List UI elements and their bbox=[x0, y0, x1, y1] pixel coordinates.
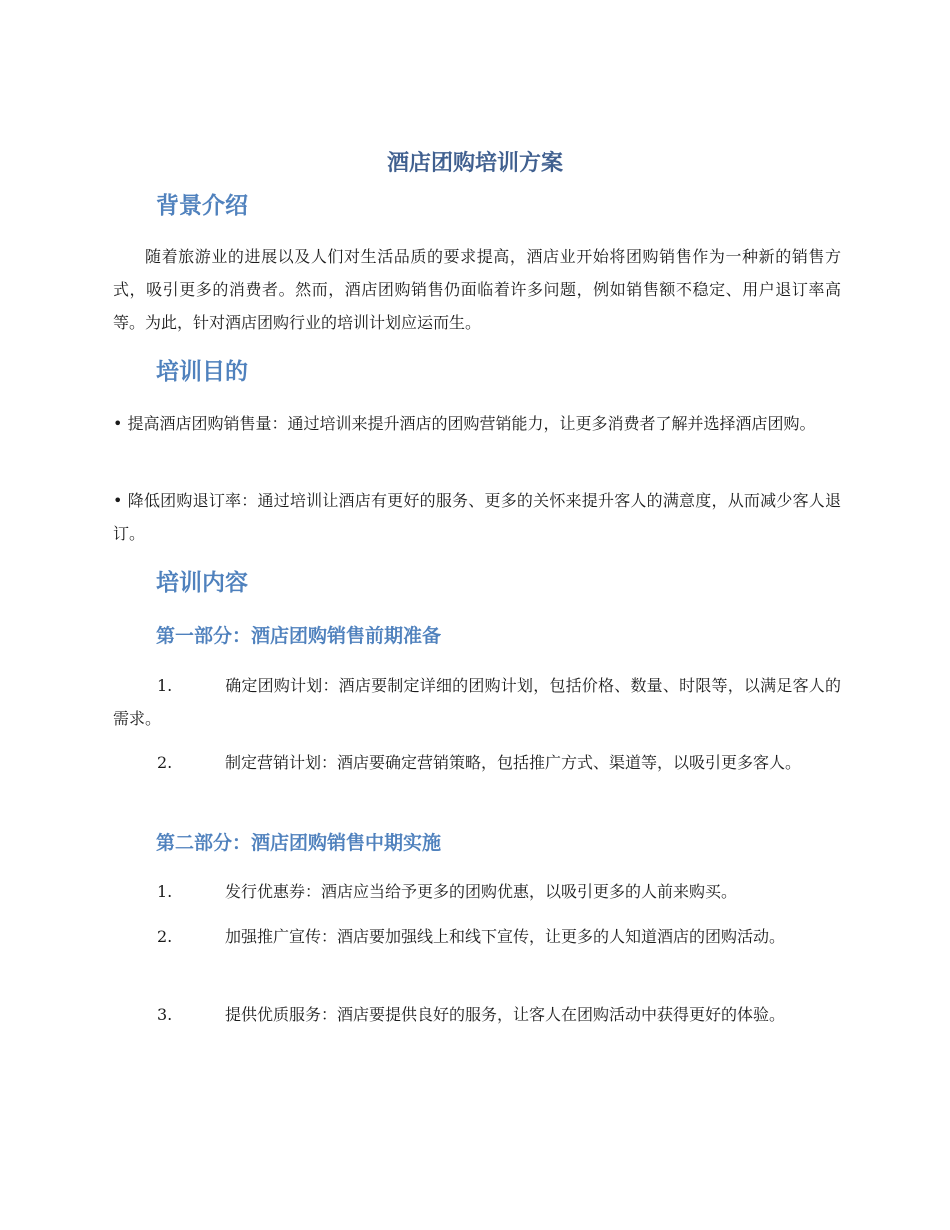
goal-item-2: • 降低团购退订率：通过培训让酒店有更好的服务、更多的关怀来提升客人的满意度，从而减少客人退订。 bbox=[113, 491, 841, 543]
list-item-text: 加强推广宣传：酒店要加强线上和线下宣传，让更多的人知道酒店的团购活动。 bbox=[225, 927, 786, 946]
list-number: 3. bbox=[157, 1005, 173, 1024]
list-number: 2. bbox=[157, 753, 173, 772]
list-item-text: 制定营销计划：酒店要确定营销策略，包括推广方式、渠道等，以吸引更多客人。 bbox=[225, 753, 802, 772]
goal-item-1: • 提高酒店团购销售量：通过培训来提升酒店的团购营销能力，让更多消费者了解并选择酒店团购。 bbox=[113, 414, 816, 433]
list-number: 1. bbox=[157, 676, 173, 695]
heading-background: 背景介绍 bbox=[156, 193, 248, 219]
heading-content: 培训内容 bbox=[156, 570, 248, 596]
part1-item-2 bbox=[113, 746, 841, 779]
list-item-text: 提供优质服务：酒店要提供良好的服务，让客人在团购活动中获得更好的体验。 bbox=[225, 1005, 786, 1024]
list-item-text: 发行优惠券：酒店应当给予更多的团购优惠，以吸引更多的人前来购买。 bbox=[225, 882, 738, 901]
part2-item-3 bbox=[113, 998, 841, 1031]
heading-part-2: 第二部分：酒店团购销售中期实施 bbox=[156, 832, 442, 854]
list-number: 2. bbox=[157, 927, 173, 946]
list-number: 1. bbox=[157, 882, 173, 901]
part1-item-1 bbox=[113, 669, 841, 735]
heading-part-1: 第一部分：酒店团购销售前期准备 bbox=[156, 625, 442, 647]
document-title: 酒店团购培训方案 bbox=[386, 151, 563, 176]
paragraph-background: 随着旅游业的进展以及人们对生活品质的要求提高，酒店业开始将团购销售作为一种新的销售方式，吸引更多的消费者。然而，酒店团购销售仍面临着许多问题，例如销售额不稳定、用户退订率高等。为此，针对酒店团购行业的培训计划应运而生。 bbox=[113, 247, 841, 332]
list-item-text: 确定团购计划：酒店要制定详细的团购计划，包括价格、数量、时限等，以满足客人的需求。 bbox=[113, 676, 841, 728]
part2-item-1 bbox=[113, 875, 841, 908]
part2-item-2 bbox=[113, 920, 841, 953]
heading-goals: 培训目的 bbox=[156, 359, 248, 385]
